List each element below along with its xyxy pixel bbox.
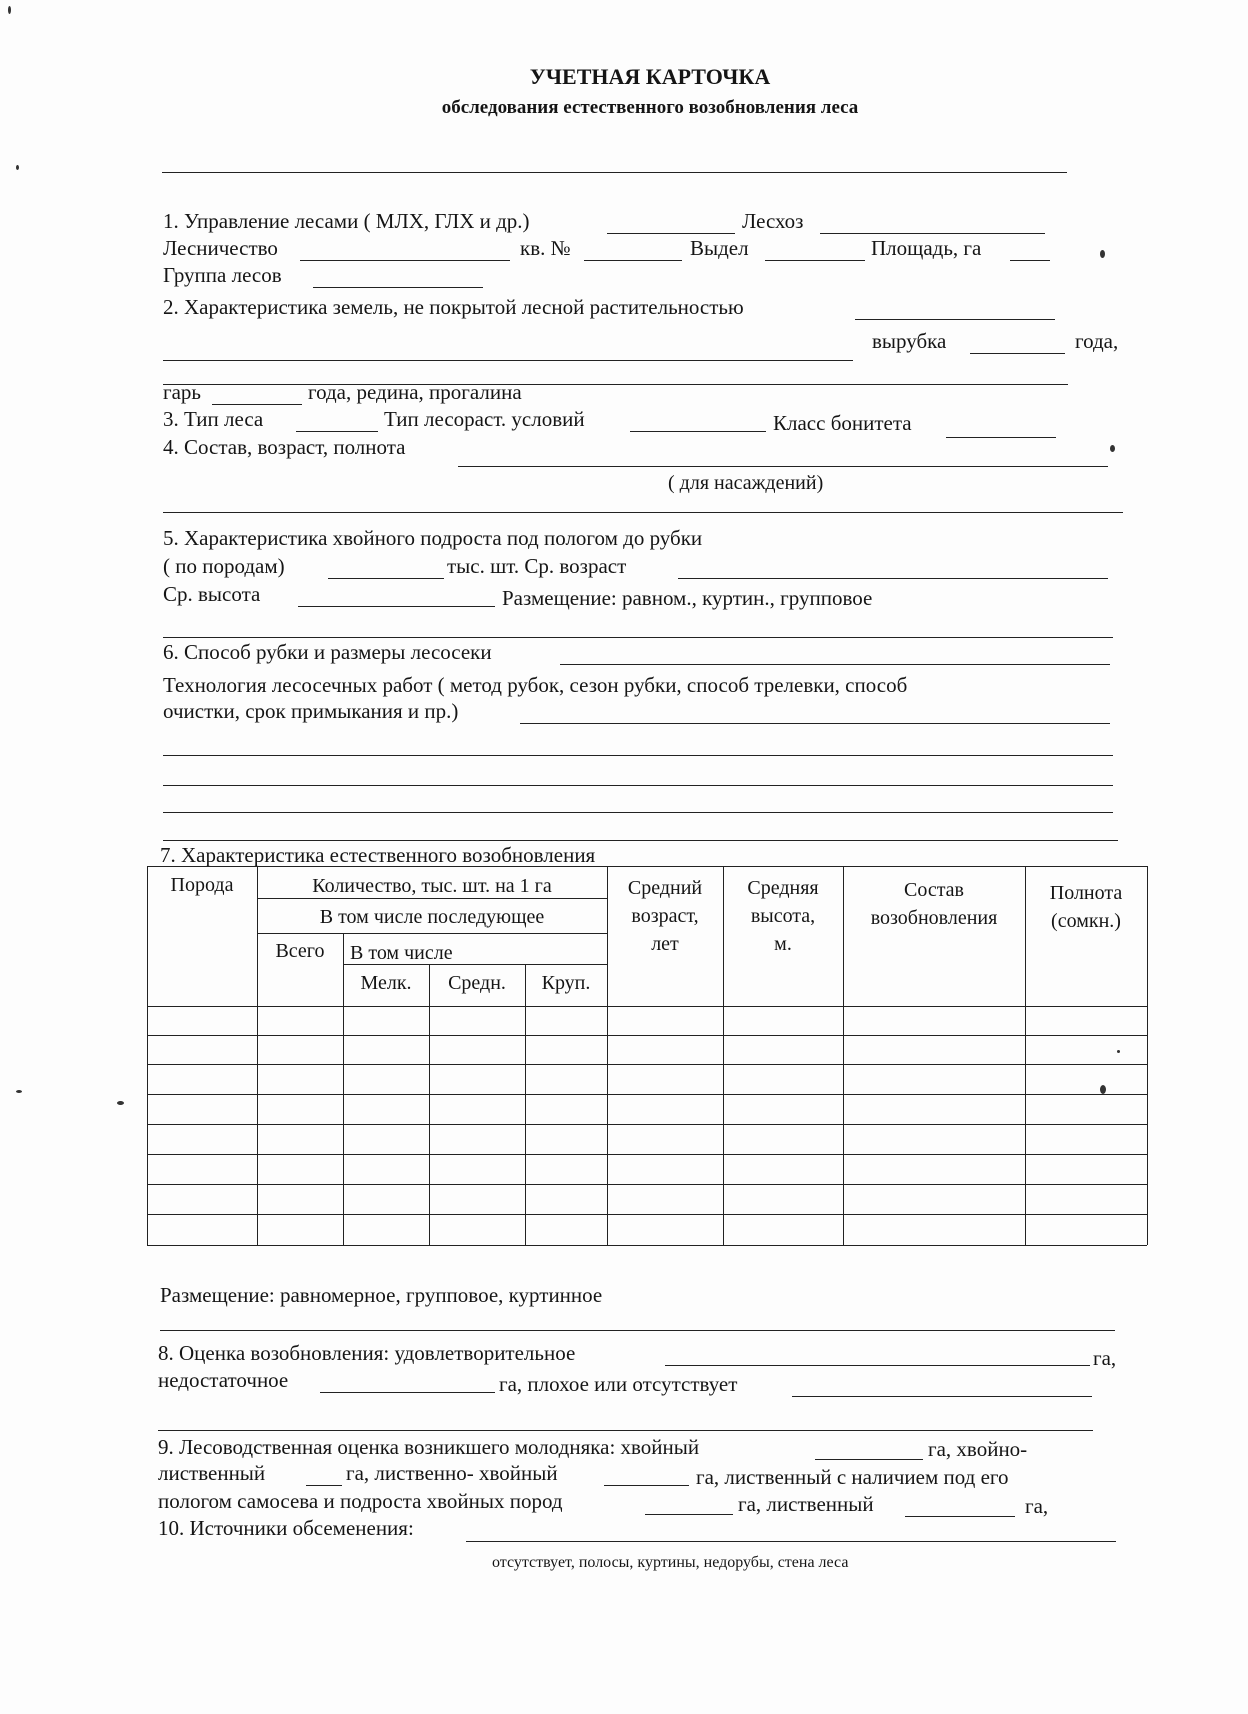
s5-height-label: Ср. высота	[163, 582, 261, 606]
s1-quarter-blank	[584, 260, 682, 261]
s10-seed-sources-blank	[466, 1541, 1116, 1542]
s4-note: ( для насаждений)	[668, 472, 824, 494]
table-row-line	[147, 1124, 1147, 1125]
th-large: Круп.	[541, 972, 591, 994]
s6-extra-blank-2	[163, 785, 1113, 786]
s2-clearcut-label: вырубка	[872, 329, 947, 353]
s5-extra-blank	[163, 637, 1113, 638]
scan-speck	[1100, 1085, 1106, 1094]
s5-age-label: тыс. шт. Ср. возраст	[447, 554, 627, 578]
table-col-line	[429, 964, 430, 1245]
s9-conifer-deciduous-label: га, хвойно-	[928, 1437, 1028, 1461]
header-rule	[162, 172, 1067, 173]
table-row-line	[147, 1154, 1147, 1155]
s1-forestry-blank	[300, 260, 510, 261]
s8-ha-1: га,	[1093, 1346, 1117, 1370]
s2-heading: 2. Характеристика земель, не покрытой лесной растительностью	[163, 295, 744, 319]
s9-deciduous-2-blank	[905, 1516, 1015, 1517]
s4-composition-label: 4. Состав, возраст, полнота	[163, 435, 406, 459]
table-right-border	[1147, 866, 1148, 1245]
table-col-line	[343, 933, 344, 1245]
scan-speck	[1117, 1050, 1120, 1053]
table-row-line	[147, 1184, 1147, 1185]
table-col-line	[723, 866, 724, 1245]
document-subtitle: обследования естественного возобновления леса	[441, 97, 859, 118]
scan-speck	[1100, 250, 1105, 258]
s2-heading-blank	[855, 319, 1055, 320]
s1-area-label: Площадь, га	[871, 236, 982, 260]
th-density-line1: Полнота	[1049, 882, 1123, 904]
table-row-line	[147, 1035, 1147, 1036]
s3-forest-type-blank	[296, 431, 378, 432]
s2-burn-blank	[212, 404, 302, 405]
s9-deciduous-coniferous-blank	[604, 1485, 689, 1486]
th-height-line3: м.	[774, 933, 792, 955]
scan-speck	[1110, 445, 1115, 452]
table-col-line	[843, 866, 844, 1245]
th-composition-line2: возобновления	[870, 907, 998, 929]
th-including: В том числе	[350, 942, 453, 964]
table-col-line	[1025, 866, 1026, 1245]
s8-insufficient-label: недостаточное	[158, 1368, 289, 1392]
s3-conditions-blank	[630, 431, 766, 432]
s8-poor-label: га, плохое или отсутствует	[499, 1372, 738, 1396]
s4-extra-blank	[163, 512, 1123, 513]
s1-management-blank	[607, 233, 735, 234]
th-small: Мелк.	[360, 972, 412, 994]
s9-deciduous-label: лиственный	[158, 1461, 266, 1485]
s6-heading-blank	[560, 664, 1110, 665]
s6-cleanup-blank	[520, 723, 1110, 724]
s8-insufficient-blank	[320, 1392, 495, 1393]
table-row-line	[147, 1094, 1147, 1095]
s1-allotment-blank	[765, 260, 865, 261]
s3-site-class-blank	[946, 437, 1056, 438]
s9-undergrowth-blank	[645, 1514, 733, 1515]
s1-allotment-label: Выдел	[690, 236, 749, 260]
s3-site-class-label: Класс бонитета	[773, 411, 912, 435]
s6-extra-blank-3	[163, 812, 1113, 813]
th-density-line2: (сомкн.)	[1051, 910, 1121, 932]
s8-satisfactory-label: 8. Оценка возобновления: удовлетворительное	[158, 1341, 576, 1365]
th-quantity: Количество, тыс. шт. на 1 га	[312, 875, 552, 897]
scan-speck	[117, 1101, 124, 1105]
s4-composition-blank	[458, 466, 1108, 467]
s8-poor-blank	[792, 1396, 1092, 1397]
s6-cleanup-label: очистки, срок примыкания и пр.)	[163, 699, 459, 723]
s9-deciduous-with-label: га, лиственный с наличием под его	[696, 1465, 1009, 1489]
s6-technology-label: Технология лесосечных работ ( метод рубок, сезон рубки, способ трелевки, способ	[163, 673, 908, 697]
s9-coniferous-label: 9. Лесоводственная оценка возникшего молодняка: хвойный	[158, 1435, 700, 1459]
th-species: Порода	[170, 874, 234, 896]
s1-quarter-label: кв. №	[520, 236, 571, 260]
s9-undergrowth-label: пологом самосева и подроста хвойных пород	[158, 1489, 563, 1513]
th-height-line1: Средняя	[747, 877, 819, 899]
s7-heading: 7. Характеристика естественного возобновления	[160, 843, 596, 867]
table-top-border	[147, 866, 1147, 867]
s2-extra-blank	[163, 360, 853, 361]
s9-coniferous-blank	[815, 1459, 923, 1460]
th-total: Всего	[275, 940, 325, 962]
s1-forest-group-blank	[313, 287, 483, 288]
th-age-line3: лет	[651, 933, 679, 955]
scan-speck	[16, 165, 19, 170]
s2-burn-rest: года, редина, прогалина	[308, 380, 522, 404]
table-left-border	[147, 866, 148, 1245]
s5-height-blank	[298, 606, 495, 607]
s7-separator	[160, 1330, 1115, 1331]
scan-speck	[16, 1090, 22, 1093]
s8-separator	[158, 1430, 1093, 1431]
s6-extra-blank-1	[163, 755, 1113, 756]
s2-year-label: года,	[1075, 329, 1119, 353]
s9-ha: га,	[1025, 1494, 1049, 1518]
s5-species-blank	[328, 578, 444, 579]
s6-heading: 6. Способ рубки и размеры лесосеки	[163, 640, 492, 664]
s9-deciduous-2-label: га, лиственный	[738, 1492, 874, 1516]
s5-age-blank	[678, 578, 1108, 579]
th-age-line2: возраст,	[631, 905, 699, 927]
s1-management-label: 1. Управление лесами ( МЛХ, ГЛХ и др.)	[163, 209, 530, 233]
s9-deciduous-blank	[306, 1485, 342, 1486]
s9-deciduous-coniferous-label: га, лиственно- хвойный	[346, 1461, 558, 1485]
s1-leskhoz-label: Лесхоз	[742, 209, 804, 233]
table-sub-line-subsequent	[257, 933, 607, 934]
s1-area-blank	[1010, 260, 1050, 261]
table-col-line	[525, 964, 526, 1245]
th-medium: Средн.	[448, 972, 506, 994]
s7-placement-label: Размещение: равномерное, групповое, куртинное	[160, 1283, 603, 1307]
table-col-line	[607, 866, 608, 1245]
th-age-line1: Средний	[627, 877, 703, 899]
s3-forest-type-label: 3. Тип леса	[163, 407, 264, 431]
document-title: УЧЕТНАЯ КАРТОЧКА	[529, 64, 771, 89]
s3-conditions-label: Тип лесораст. условий	[384, 407, 585, 431]
table-header-bottom	[147, 1006, 1147, 1007]
s10-seed-sources-label: 10. Источники обсеменения:	[158, 1516, 414, 1540]
table-row-line	[147, 1214, 1147, 1215]
s5-species-label: ( по породам)	[163, 554, 285, 578]
table-col-line	[257, 866, 258, 1245]
s2-burn-label: гарь	[163, 380, 202, 404]
s8-satisfactory-blank	[665, 1365, 1090, 1366]
table-bottom-border	[147, 1245, 1147, 1246]
s2-clearcut-blank	[970, 353, 1065, 354]
s6-extra-blank-4	[163, 840, 1118, 841]
s10-note: отсутствует, полосы, куртины, недорубы, стена леса	[492, 1554, 849, 1571]
s5-placement-label: Размещение: равном., куртин., групповое	[502, 586, 873, 610]
scan-speck	[8, 6, 11, 14]
s1-forestry-label: Лесничество	[163, 236, 278, 260]
s5-heading: 5. Характеристика хвойного подроста под пологом до рубки	[163, 526, 703, 550]
th-composition-line1: Состав	[903, 879, 965, 901]
s1-leskhoz-blank	[820, 233, 1045, 234]
th-subsequent: В том числе последующее	[319, 906, 545, 928]
s1-forest-group-label: Группа лесов	[163, 263, 282, 287]
s2-separator	[163, 384, 1068, 385]
th-height-line2: высота,	[750, 905, 816, 927]
table-row-line	[147, 1064, 1147, 1065]
